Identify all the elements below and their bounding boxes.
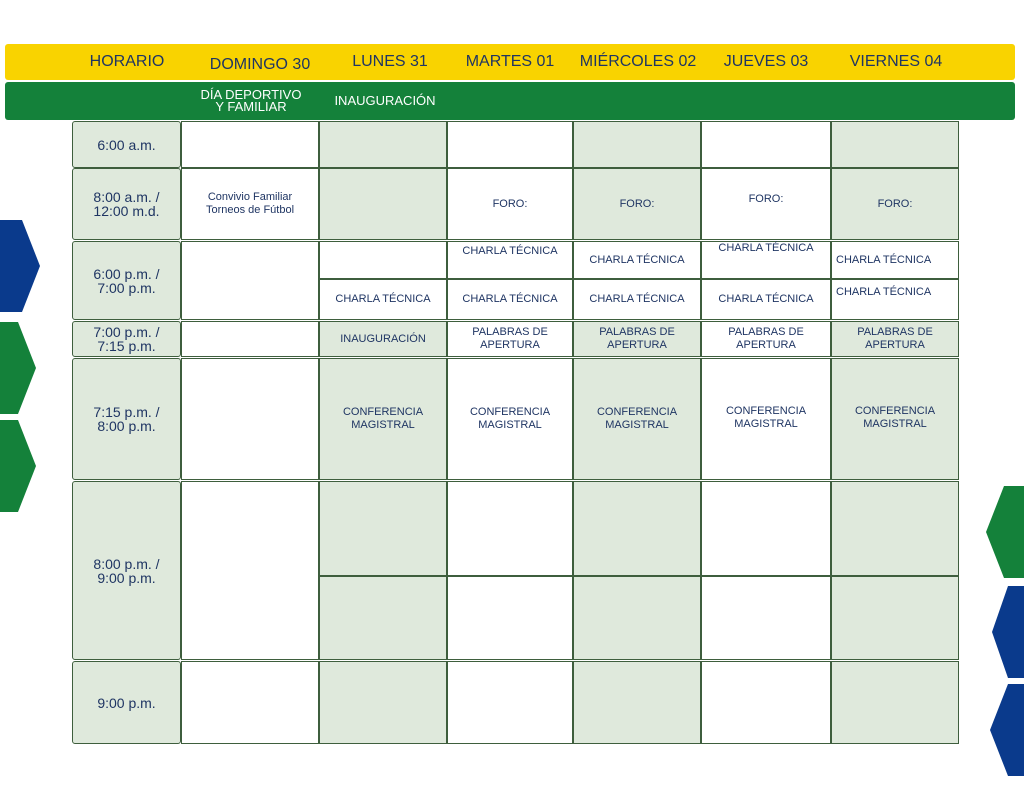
header-lunes: LUNES 31 — [352, 53, 428, 70]
cell-text: FORO: — [748, 193, 784, 205]
time-label: 7:00 p.m. / — [93, 324, 160, 340]
jueves-cell-1 — [701, 121, 831, 168]
miercoles-cell-6a — [573, 481, 701, 576]
chevron-blue-left-icon — [0, 220, 40, 312]
cell-text: CHARLA TÉCNICA — [589, 293, 685, 305]
martes-cell-3b — [447, 279, 573, 320]
time-cell-5 — [72, 358, 181, 480]
cell-text: MAGISTRAL — [863, 418, 927, 430]
viernes-cell-3b — [831, 279, 959, 320]
lunes-cell-3a — [319, 241, 447, 279]
miercoles-cell-3b — [573, 279, 701, 320]
time-label: 8:00 p.m. — [97, 418, 156, 434]
chevron-blue-right-2-icon — [990, 684, 1024, 776]
chevron-green-left-2-icon — [0, 420, 36, 512]
cell-text: APERTURA — [480, 339, 540, 351]
miercoles-cell-6b — [573, 576, 701, 660]
martes-cell-4 — [447, 321, 573, 357]
domingo-cell-6 — [181, 481, 319, 660]
cell-text: PALABRAS DE — [728, 326, 804, 338]
header-horario: HORARIO — [89, 53, 165, 70]
cell-text: PALABRAS DE — [857, 326, 933, 338]
time-cell-3 — [72, 241, 181, 320]
cell-text: FORO: — [877, 197, 913, 210]
jueves-cell-3b — [701, 279, 831, 320]
domingo-cell-1 — [181, 121, 319, 168]
lunes-cell-2 — [319, 168, 447, 240]
subheader-lunes: INAUGURACIÓN — [334, 93, 436, 108]
cell-text: CHARLA TÉCNICA — [335, 293, 431, 305]
time-label: 9:00 p.m. — [97, 694, 156, 711]
time-label: 7:15 p.m. / — [93, 404, 160, 420]
jueves-cell-7 — [701, 661, 831, 744]
martes-cell-7 — [447, 661, 573, 744]
viernes-cell-1 — [831, 121, 959, 168]
time-label: 12:00 m.d. — [93, 203, 160, 219]
lunes-cell-5 — [319, 358, 447, 480]
cell-text: CHARLA TÉCNICA — [718, 293, 814, 305]
cell-text: APERTURA — [736, 339, 796, 351]
time-cell-2 — [72, 168, 181, 240]
lunes-cell-6b — [319, 576, 447, 660]
martes-cell-5 — [447, 358, 573, 480]
domingo-cell-4 — [181, 321, 319, 357]
subheader-domingo-line2: Y FAMILIAR — [215, 99, 287, 114]
time-label: 7:15 p.m. — [97, 338, 156, 354]
lunes-cell-6a — [319, 481, 447, 576]
time-label: 6:00 a.m. — [97, 136, 156, 153]
jueves-cell-3a — [701, 241, 831, 279]
miercoles-cell-7 — [573, 661, 701, 744]
time-cell-4 — [72, 321, 181, 357]
jueves-cell-6a — [701, 481, 831, 576]
cell-text: CONFERENCIA — [725, 405, 807, 417]
chevron-blue-right-icon — [992, 586, 1024, 678]
cell-text: Convivio Familiar — [207, 191, 293, 203]
cell-text: MAGISTRAL — [605, 419, 669, 431]
chevron-green-right-icon — [986, 486, 1024, 578]
time-cell-1 — [72, 121, 181, 168]
jueves-cell-4 — [701, 321, 831, 357]
cell-text: CONFERENCIA — [342, 406, 424, 418]
cell-text: CHARLA TÉCNICA — [462, 245, 558, 257]
cell-text: APERTURA — [865, 339, 925, 351]
martes-cell-6b — [447, 576, 573, 660]
cell-text: MAGISTRAL — [351, 419, 415, 431]
cell-text: APERTURA — [607, 339, 667, 351]
time-label: 7:00 p.m. — [97, 279, 156, 296]
cell-text: CHARLA TÉCNICA — [718, 242, 814, 254]
header-domingo: DOMINGO 30 — [209, 56, 311, 73]
miercoles-cell-2 — [573, 168, 701, 240]
martes-cell-3a — [447, 241, 573, 279]
lunes-cell-4 — [319, 321, 447, 357]
header-jueves: JUEVES 03 — [723, 53, 809, 70]
martes-cell-6a — [447, 481, 573, 576]
domingo-cell-7 — [181, 661, 319, 744]
header-viernes: VIERNES 04 — [849, 53, 943, 70]
header-martes: MARTES 01 — [465, 53, 555, 70]
time-cell-7 — [72, 661, 181, 744]
domingo-cell-5 — [181, 358, 319, 480]
cell-text: CHARLA TÉCNICA — [836, 253, 932, 266]
cell-text: FORO: — [619, 197, 655, 210]
cell-text: MAGISTRAL — [734, 418, 798, 430]
miercoles-cell-1 — [573, 121, 701, 168]
lunes-cell-3b — [319, 279, 447, 320]
miercoles-cell-3a — [573, 241, 701, 279]
subheader-domingo-line1: DÍA DEPORTIVO — [200, 87, 302, 102]
cell-text: MAGISTRAL — [478, 419, 542, 431]
time-label: 8:00 p.m. / — [93, 555, 160, 572]
time-cell-6 — [72, 481, 181, 660]
domingo-cell-2 — [181, 168, 319, 240]
cell-text: CONFERENCIA — [596, 406, 678, 418]
viernes-cell-6b — [831, 576, 959, 660]
viernes-cell-6a — [831, 481, 959, 576]
martes-cell-2 — [447, 168, 573, 240]
cell-text: CONFERENCIA — [854, 405, 936, 417]
cell-text: CHARLA TÉCNICA — [589, 253, 685, 266]
subheader-domingo — [182, 82, 320, 120]
cell-text: PALABRAS DE — [599, 326, 675, 338]
viernes-cell-2 — [831, 168, 959, 240]
miercoles-cell-4 — [573, 321, 701, 357]
cell-text: FORO: — [492, 197, 528, 210]
time-label: 8:00 a.m. / — [93, 189, 160, 205]
chevron-green-left-icon — [0, 322, 36, 414]
cell-text: CONFERENCIA — [469, 406, 551, 418]
cell-text: PALABRAS DE — [472, 326, 548, 338]
lunes-cell-1 — [319, 121, 447, 168]
jueves-cell-6b — [701, 576, 831, 660]
jueves-cell-5 — [701, 358, 831, 480]
viernes-cell-3a — [831, 241, 959, 279]
lunes-cell-7 — [319, 661, 447, 744]
viernes-cell-4 — [831, 321, 959, 357]
time-label: 6:00 p.m. / — [93, 265, 160, 282]
viernes-cell-7 — [831, 661, 959, 744]
martes-cell-1 — [447, 121, 573, 168]
domingo-cell-3 — [181, 241, 319, 320]
jueves-cell-2 — [701, 168, 831, 240]
cell-text: CHARLA TÉCNICA — [462, 293, 558, 305]
subheader-bar — [5, 82, 1015, 120]
cell-text: INAUGURACIÓN — [340, 332, 426, 345]
cell-text: CHARLA TÉCNICA — [836, 286, 932, 298]
header-miercoles: MIÉRCOLES 02 — [579, 53, 697, 70]
miercoles-cell-5 — [573, 358, 701, 480]
viernes-cell-5 — [831, 358, 959, 480]
cell-text: Torneos de Fútbol — [205, 204, 295, 216]
time-label: 9:00 p.m. — [97, 569, 156, 586]
